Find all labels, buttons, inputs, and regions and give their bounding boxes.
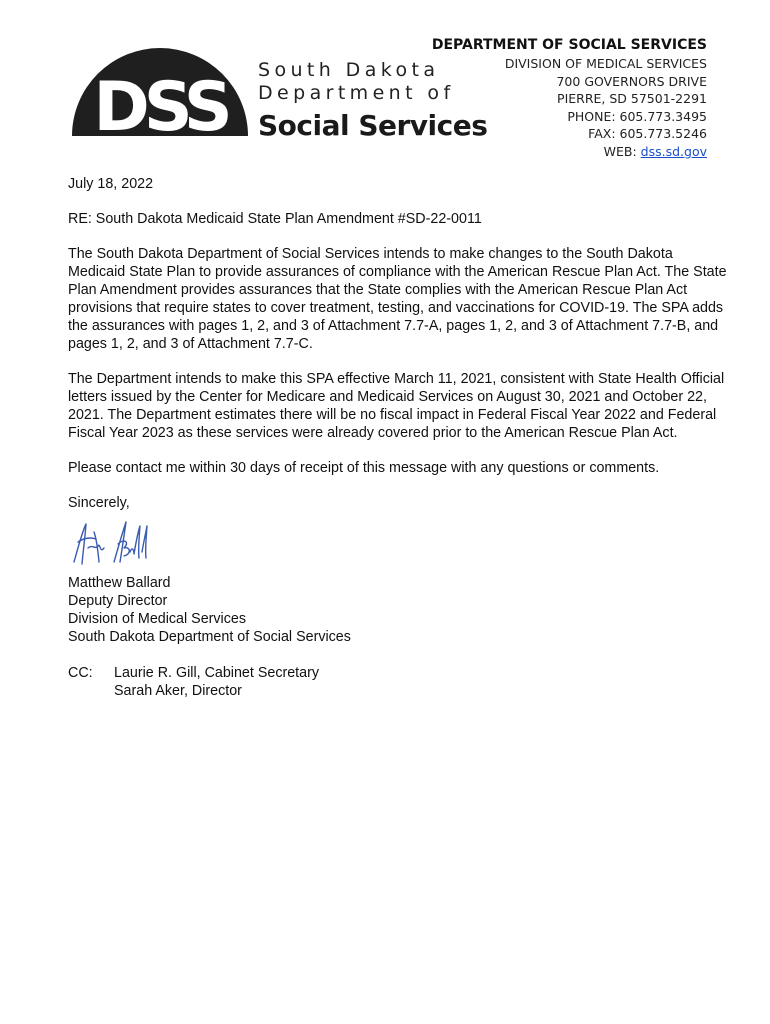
body-paragraph-1: The South Dakota Department of Social Services intends to make changes to the South Dakota Medicaid State Plan to provide assurances of compliance with the American Rescue Plan Act. The State Plan Amendment provides assurances that the State complies with the American Rescue Plan Act provisions that require states to cover treatment, testing, and vaccinations for COVID-19. The SPA adds the assurances with pages 1, 2, and 3 of Attachment 7.7-A, pages 1, 2, and 3 of Attachment 7.7-B, and pages 1, 2, and 3 of Attachment 7.7-C.	[68, 246, 727, 352]
phone-number: PHONE: 605.773.3495	[567, 108, 707, 124]
cc-recipients	[114, 664, 319, 700]
web-line	[432, 143, 707, 161]
web-link[interactable]: dss.sd.gov	[640, 143, 707, 159]
closing: Sincerely,	[68, 495, 130, 511]
signer-title: Deputy Director	[68, 593, 168, 609]
signer-name: Matthew Ballard	[68, 575, 171, 591]
cc-label: CC:	[68, 665, 93, 681]
division-line: DIVISION OF MEDICAL SERVICES	[504, 56, 707, 71]
signer-block	[68, 574, 728, 646]
letter-date: July 18, 2022	[68, 176, 154, 192]
logo-text: DSS	[93, 68, 227, 137]
org-name-line3: Social Services	[258, 109, 488, 142]
org-name-line1: South Dakota	[258, 59, 440, 81]
cc-block	[68, 664, 728, 700]
signer-organization: South Dakota Department of Social Services	[68, 629, 351, 645]
body-paragraph-2: The Department intends to make this SPA effective March 11, 2021, consistent with State Health Official letters issued by the Center for Medicare and Medicaid Services on August 30, 2021 and October 22, 2021. The Department estimates there will be no fiscal impact in Federal Fiscal Year 2022 and Federal Fiscal Year 2023 as these services were already covered prior to the American Rescue Plan Act.	[68, 371, 725, 441]
org-name-line2: Department of	[258, 82, 455, 104]
letter-body	[68, 175, 728, 700]
subject-line: RE: South Dakota Medicaid State Plan Amendment #SD-22-0011	[68, 211, 482, 227]
city-state-zip: PIERRE, SD 57501-2291	[557, 91, 707, 107]
street-address: 700 GOVERNORS DRIVE	[556, 73, 707, 89]
signer-division: Division of Medical Services	[68, 611, 246, 627]
body-paragraph-3: Please contact me within 30 days of receipt of this message with any questions or comments.	[68, 460, 660, 476]
web-label: WEB:	[603, 143, 637, 159]
signature	[70, 518, 150, 568]
fax-number: FAX: 605.773.5246	[588, 126, 707, 142]
letterhead	[0, 0, 770, 175]
cc-recipient: Sarah Aker, Director	[114, 683, 242, 699]
contact-block	[432, 36, 707, 161]
cc-recipient: Laurie R. Gill, Cabinet Secretary	[114, 665, 320, 681]
department-heading: DEPARTMENT OF SOCIAL SERVICES	[431, 37, 707, 53]
dss-logo	[70, 45, 250, 137]
